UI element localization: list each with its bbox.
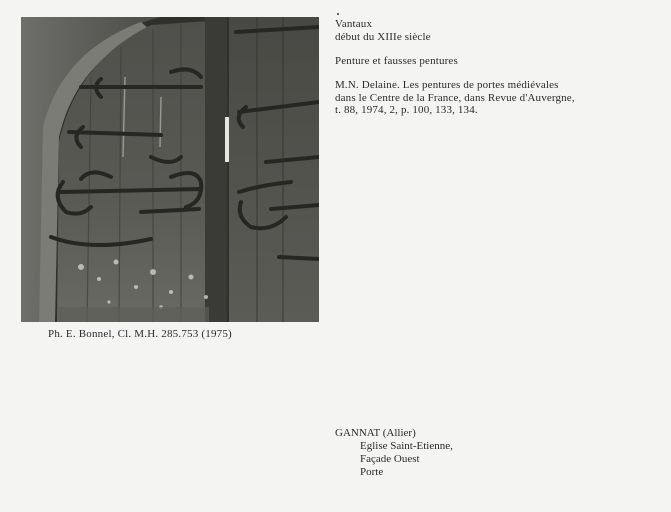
- door-photograph: [21, 17, 319, 322]
- bibliography: [335, 79, 575, 117]
- photo-credit-caption: Ph. E. Bonnel, Cl. M.H. 285.753 (1975): [48, 328, 232, 340]
- subject-title: Vantaux: [335, 18, 373, 30]
- bibliography-line: t. 88, 1974, 2, p. 100, 133, 134.: [335, 104, 478, 116]
- location-line: Porte: [360, 466, 384, 478]
- bibliography-line: dans le Centre de la France, dans Revue d'Auvergne,: [335, 91, 575, 104]
- bibliography-line: M.N. Delaine. Les pentures de portes médiévales: [335, 79, 559, 91]
- location-town: GANNAT (Allier): [335, 427, 416, 439]
- section-heading: Penture et fausses pentures: [335, 55, 458, 67]
- location-line: Eglise Saint-Etienne,: [360, 440, 453, 452]
- subject-date: début du XIIIe siècle: [335, 30, 431, 43]
- marker-dot: [337, 13, 339, 15]
- location-block: [335, 427, 453, 479]
- location-line: Façade Ouest: [360, 453, 420, 465]
